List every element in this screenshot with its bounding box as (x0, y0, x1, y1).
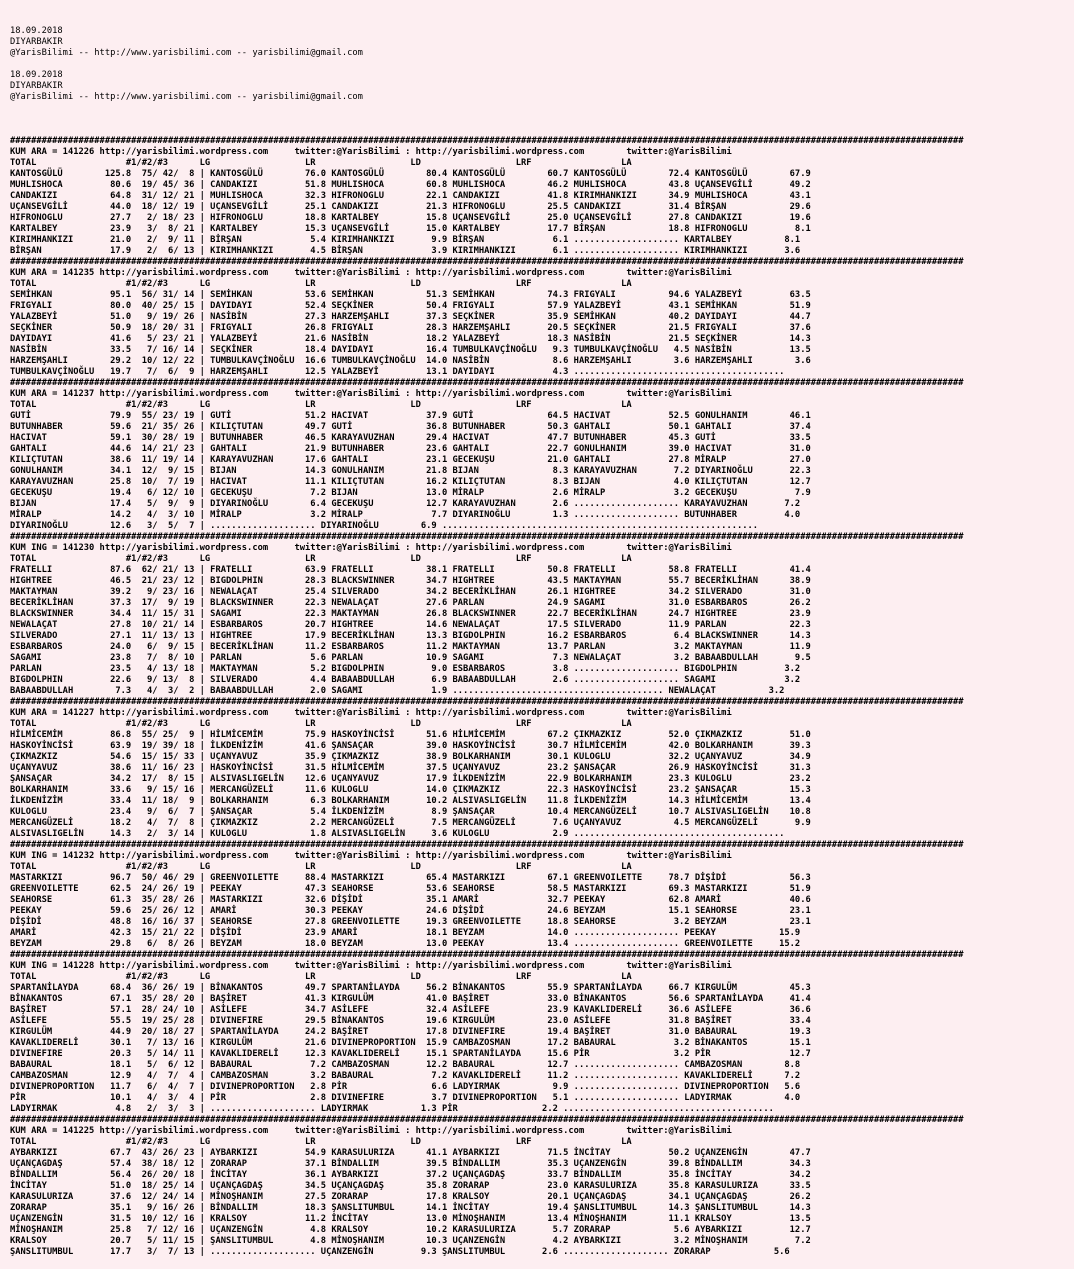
result-row: LADYIRMAK 4.8 2/ 3/ 3 | .................... LADYIRMAK 1.3 PİR 2.2 ........................................ (10, 1104, 774, 1114)
result-row: BİRŞAN 17.9 2/ 6/ 13 | KIRIMHANKIZI 4.5 BİRŞAN 3.9 KIRIMHANKIZI 6.1 .................... KIRIMHANKIZI 3.6 (10, 246, 801, 256)
result-row: CANDAKIZI 64.8 31/ 12/ 21 | MUHLISHOCA 32.3 HIFRONOGLU 22.1 CANDAKIZI 41.8 KIRIMHANKIZI 34.9 MUHLISHOCA 43.1 (10, 191, 811, 201)
race-block (10, 840, 1074, 950)
result-row: BIJAN 17.4 5/ 9/ 9 | DIYARINOĞLU 6.4 GECEKUŞU 12.7 KARAYAVUZHAN 2.6 .................... KARAYAVUZHAN 7.2 (10, 499, 801, 509)
result-row: DIVINEPROPORTION 11.7 6/ 4/ 7 | DIVINEPROPORTION 2.8 PİR 6.6 LADYIRMAK 9.9 .................... DIVINEPROPORTION 5.6 (10, 1082, 801, 1092)
result-row: ASİLEFE 55.5 19/ 25/ 28 | DIVINEFIRE 29.5 BİNAKANTOS 19.6 KIRGULÜM 23.0 ASİLEFE 31.8 BAŞİRET 33.4 (10, 1016, 811, 1026)
result-row: MUHLISHOCA 80.6 19/ 45/ 36 | CANDAKIZI 51.8 MUHLISHOCA 60.8 MUHLISHOCA 46.2 MUHLISHOCA 43.8 UÇANSEVGİLİ 49.2 (10, 180, 811, 190)
result-row: BIGDOLPHIN 22.6 9/ 13/ 8 | SILVERADO 4.4 BABAABDULLAH 6.9 BABAABDULLAH 2.6 .................... SAGAMI 3.2 (10, 675, 801, 685)
result-row: DAYIDAYI 41.6 5/ 23/ 21 | YALAZBEYİ 21.6 NASİBİN 18.2 YALAZBEYİ 18.3 NASİBİN 21.5 SEÇKİNER 14.3 (10, 334, 811, 344)
result-row: PİR 10.1 4/ 3/ 4 | PİR 2.8 DIVINEFIRE 3.7 DIVINEPROPORTION 5.1 .................... LADYIRMAK 4.0 (10, 1093, 801, 1103)
result-row: KANTOSGÜLÜ 125.8 75/ 42/ 8 | KANTOSGÜLÜ 76.0 KANTOSGÜLÜ 80.4 KANTOSGÜLÜ 60.7 KANTOSGÜLÜ 72.4 KANTOSGÜLÜ 67.9 (10, 169, 811, 179)
separator-line: ##################################################################################################################################################################################### (10, 378, 964, 388)
header-line: DIYARBAKIR (10, 37, 63, 47)
column-header-line: TOTAL #1/#2/#3 LG LR LD LRF LA (10, 554, 632, 564)
result-row: CAMBAZOSMAN 12.9 4/ 7/ 4 | CAMBAZOSMAN 3.2 BABAURAL 7.2 KAVAKLIDERELİ 11.2 .................... KAVAKLIDERELİ 7.2 (10, 1071, 801, 1081)
race-block (10, 532, 1074, 697)
result-row: AMARİ 42.3 15/ 21/ 22 | DİŞİDİ 23.9 AMARİ 18.1 BEYZAM 14.0 .................... PEEKAY 15.9 (10, 928, 801, 938)
separator-line: ##################################################################################################################################################################################### (10, 1115, 964, 1125)
result-row: SEÇKİNER 50.9 18/ 20/ 31 | FRIGYALI 26.8 FRIGYALI 28.3 HARZEMŞAHLI 20.5 SEÇKİNER 21.5 FRIGYALI 37.6 (10, 323, 811, 333)
race-title-line: KUM ARA = 141226 http://yarisbilimi.wordpress.com twitter:@YarisBilimi : http://yarisbilimi.wordpress.com twitter:@YarisBilimi (10, 147, 732, 157)
blank-line (10, 59, 1074, 70)
header-line: 18.09.2018 (10, 26, 63, 36)
column-header-line: TOTAL #1/#2/#3 LG LR LD LRF LA (10, 972, 632, 982)
result-row: ŞANSAÇAR 34.2 17/ 8/ 15 | ALSIVASLIGELİN 12.6 UÇANYAVUZ 17.9 İLKDENİZİM 22.9 BOLKARHANIM 23.3 KULOGLU 23.2 (10, 774, 811, 784)
result-row: SEMİHKAN 95.1 56/ 31/ 14 | SEMİHKAN 53.6 SEMİHKAN 51.3 SEMİHKAN 74.3 FRIGYALI 94.6 YALAZBEYİ 63.5 (10, 290, 811, 300)
result-row: BİNDALLIM 56.4 26/ 20/ 18 | İNCİTAY 36.1 AYBARKIZI 37.2 UÇANÇAGDAŞ 33.7 BİNDALLIM 35.8 İNCİTAY 34.2 (10, 1170, 811, 1180)
header-line: 18.09.2018 (10, 70, 63, 80)
race-block (10, 697, 1074, 840)
race-block (10, 1115, 1074, 1258)
result-row: SEAHORSE 61.3 35/ 28/ 26 | MASTARKIZI 32.6 DİŞİDİ 35.1 AMARİ 32.7 PEEKAY 62.8 AMARİ 40.6 (10, 895, 811, 905)
separator-line: ##################################################################################################################################################################################### (10, 257, 964, 267)
document-header (10, 26, 1074, 114)
header-line: @YarisBilimi -- http://www.yarisbilimi.com -- yarisbilimi@gmail.com (10, 48, 363, 58)
result-row: UÇANSEVGİLİ 44.0 18/ 12/ 19 | UÇANSEVGİLİ 25.1 CANDAKIZI 21.3 HIFRONOGLU 25.5 CANDAKIZI 31.4 BİRŞAN 29.6 (10, 202, 811, 212)
race-title-line: KUM ARA = 141227 http://yarisbilimi.wordpress.com twitter:@YarisBilimi : http://yarisbilimi.wordpress.com twitter:@YarisBilimi (10, 708, 732, 718)
result-row: ALSIVASLIGELİN 14.3 2/ 3/ 14 | KULOGLU 1.8 ALSIVASLIGELİN 3.6 KULOGLU 2.9 ........................................ (10, 829, 785, 839)
result-row: HIGHTREE 46.5 21/ 23/ 12 | BIGDOLPHIN 28.3 BLACKSWINNER 34.7 HIGHTREE 43.5 MAKTAYMAN 55.7 BECERİKLİHAN 38.9 (10, 576, 811, 586)
result-row: NASİBİN 33.5 7/ 16/ 14 | SEÇKİNER 18.4 DAYIDAYI 16.4 TUMBULKAVÇİNOĞLU 9.3 TUMBULKAVÇİNOĞLU 4.5 NASİBİN 13.5 (10, 345, 811, 355)
result-row: UÇANZENGİN 31.5 10/ 12/ 16 | KRALSOY 11.2 İNCİTAY 13.0 MİNOŞHANIM 13.4 MİNOŞHANIM 11.1 KRALSOY 13.5 (10, 1214, 811, 1224)
result-row: HARZEMŞAHLI 29.2 10/ 12/ 22 | TUMBULKAVÇİNOĞLU 16.6 TUMBULKAVÇİNOĞLU 14.0 NASİBİN 8.6 HARZEMŞAHLI 3.6 HARZEMŞAHLI 3.6 (10, 356, 811, 366)
result-row: ZORARAP 35.1 9/ 16/ 26 | BİNDALLIM 18.3 ŞANSLITUMBUL 14.1 İNCİTAY 19.4 ŞANSLITUMBUL 14.3 ŞANSLITUMBUL 14.3 (10, 1203, 811, 1213)
result-row: KULOGLU 23.4 9/ 6/ 7 | ŞANSAÇAR 5.4 İLKDENİZİM 8.9 ŞANSAÇAR 10.4 MERCANGÜZELİ 10.7 ALSIVASLIGELİN 10.8 (10, 807, 811, 817)
result-row: KARTALBEY 23.9 3/ 8/ 21 | KARTALBEY 15.3 UÇANSEVGİLİ 15.0 KARTALBEY 17.7 BİRŞAN 18.8 HIFRONOGLU 8.1 (10, 224, 811, 234)
race-title-line: KUM ING = 141230 http://yarisbilimi.wordpress.com twitter:@YarisBilimi : http://yarisbilimi.wordpress.com twitter:@YarisBilimi (10, 543, 732, 553)
result-row: DIVINEFIRE 20.3 5/ 14/ 11 | KAVAKLIDERELİ 12.3 KAVAKLIDERELİ 15.1 SPARTANİLAYDA 15.6 PİR 3.2 PİR 12.7 (10, 1049, 811, 1059)
result-row: İNCİTAY 51.0 18/ 25/ 14 | UÇANÇAGDAŞ 34.5 UÇANÇAGDAŞ 35.8 ZORARAP 23.0 KARASULURIZA 35.8 KARASULURIZA 33.5 (10, 1181, 811, 1191)
race-block (10, 378, 1074, 532)
result-row: FRIGYALI 80.0 40/ 25/ 15 | DAYIDAYI 52.4 SEÇKİNER 50.4 FRIGYALI 57.9 YALAZBEYİ 43.1 SEMİHKAN 51.9 (10, 301, 811, 311)
result-row: HACIVAT 59.1 30/ 28/ 19 | BUTUNHABER 46.5 KARAYAVUZHAN 29.4 HACIVAT 47.7 BUTUNHABER 45.3 GUTİ 33.5 (10, 433, 811, 443)
result-row: BLACKSWINNER 34.4 11/ 15/ 31 | SAGAMI 22.3 MAKTAYMAN 26.8 BLACKSWINNER 22.7 BECERİKLİHAN 24.7 HIGHTREE 23.9 (10, 609, 811, 619)
result-row: YALAZBEYİ 51.0 9/ 19/ 26 | NASİBİN 27.3 HARZEMŞAHLI 37.3 SEÇKİNER 35.9 SEMİHKAN 40.2 DAYIDAYI 44.7 (10, 312, 811, 322)
race-title-line: KUM ING = 141228 http://yarisbilimi.wordpress.com twitter:@YarisBilimi : http://yarisbilimi.wordpress.com twitter:@YarisBilimi (10, 961, 732, 971)
result-row: KRALSOY 20.7 5/ 11/ 15 | ŞANSLITUMBUL 4.8 MİNOŞHANIM 10.3 UÇANZENGİN 4.2 AYBARKIZI 3.2 MİNOŞHANIM 7.2 (10, 1236, 811, 1246)
result-row: BECERİKLİHAN 37.3 17/ 9/ 19 | BLACKSWINNER 22.3 NEWALAÇAT 27.6 PARLAN 24.9 SAGAMI 31.0 ESBARBAROS 26.2 (10, 598, 811, 608)
column-header-line: TOTAL #1/#2/#3 LG LR LD LRF LA (10, 279, 632, 289)
separator-line: ##################################################################################################################################################################################### (10, 532, 964, 542)
result-row: PARLAN 23.5 4/ 13/ 18 | MAKTAYMAN 5.2 BIGDOLPHIN 9.0 ESBARBAROS 3.8 .................... BIGDOLPHIN 3.2 (10, 664, 801, 674)
column-header-line: TOTAL #1/#2/#3 LG LR LD LRF LA (10, 862, 632, 872)
result-row: AYBARKIZI 67.7 43/ 26/ 23 | AYBARKIZI 54.9 KARASULURIZA 41.1 AYBARKIZI 71.5 İNCİTAY 50.2 UÇANZENGİN 47.7 (10, 1148, 811, 1158)
result-row: HİLMİCEMİM 86.8 55/ 25/ 9 | HİLMİCEMİM 75.9 HASKOYİNCİSİ 51.6 HİLMİCEMİM 67.2 ÇIKMAZKIZ 52.0 ÇIKMAZKIZ 51.0 (10, 730, 811, 740)
separator-line: ##################################################################################################################################################################################### (10, 136, 964, 146)
result-row: UÇANÇAGDAŞ 57.4 38/ 18/ 12 | ZORARAP 37.1 BİNDALLIM 39.5 BİNDALLIM 35.3 UÇANZENGİN 39.8 BİNDALLIM 34.3 (10, 1159, 811, 1169)
result-row: KILIÇTUTAN 38.6 11/ 19/ 14 | KARAYAVUZHAN 17.6 GAHTALI 23.1 GECEKUŞU 21.0 GAHTALI 27.8 MİRALP 27.0 (10, 455, 811, 465)
race-title-line: KUM ING = 141232 http://yarisbilimi.wordpress.com twitter:@YarisBilimi : http://yarisbilimi.wordpress.com twitter:@YarisBilimi (10, 851, 732, 861)
result-row: BOLKARHANIM 33.6 9/ 15/ 16 | MERCANGÜZELİ 11.6 KULOGLU 14.0 ÇIKMAZKIZ 22.3 HASKOYİNCİSİ 23.2 ŞANSAÇAR 15.3 (10, 785, 811, 795)
result-row: KIRGULÜM 44.9 20/ 18/ 27 | SPARTANİLAYDA 24.2 BAŞİRET 17.8 DIVINEFIRE 19.4 BAŞİRET 31.0 BABAURAL 19.3 (10, 1027, 811, 1037)
result-row: BUTUNHABER 59.6 21/ 35/ 26 | KILIÇTUTAN 49.7 GUTİ 36.8 BUTUNHABER 50.3 GAHTALI 50.1 GAHTALI 37.4 (10, 422, 811, 432)
result-row: GUTİ 79.9 55/ 23/ 19 | GUTİ 51.2 HACIVAT 37.9 GUTİ 64.5 HACIVAT 52.5 GONULHANIM 46.1 (10, 411, 811, 421)
result-row: KAVAKLIDERELİ 30.1 7/ 13/ 16 | KIRGULÜM 21.6 DIVINEPROPORTION 15.9 CAMBAZOSMAN 17.2 BABAURAL 3.2 BİNAKANTOS 15.1 (10, 1038, 811, 1048)
result-row: SAGAMI 23.8 7/ 8/ 10 | PARLAN 5.6 PARLAN 10.9 SAGAMI 7.3 NEWALAÇAT 3.2 BABAABDULLAH 9.5 (10, 653, 811, 663)
race-title-line: KUM ARA = 141237 http://yarisbilimi.wordpress.com twitter:@YarisBilimi : http://yarisbilimi.wordpress.com twitter:@YarisBilimi (10, 389, 732, 399)
result-row: BAŞİRET 57.1 28/ 24/ 10 | ASİLEFE 34.7 ASİLEFE 32.4 ASİLEFE 23.9 KAVAKLIDERELİ 36.6 ASİLEFE 36.6 (10, 1005, 811, 1015)
race-block (10, 950, 1074, 1115)
result-row: ESBARBAROS 24.0 6/ 9/ 15 | BECERİKLİHAN 11.2 ESBARBAROS 11.2 MAKTAYMAN 13.7 PARLAN 3.2 MAKTAYMAN 11.9 (10, 642, 811, 652)
result-row: BEYZAM 29.8 6/ 8/ 26 | BEYZAM 18.0 BEYZAM 13.0 PEEKAY 13.4 .................... GREENVOILETTE 15.2 (10, 939, 801, 949)
column-header-line: TOTAL #1/#2/#3 LG LR LD LRF LA (10, 1137, 632, 1147)
blank-line (10, 103, 1074, 114)
result-row: KIRIMHANKIZI 21.0 2/ 9/ 11 | BİRŞAN 5.4 KIRIMHANKIZI 9.9 BİRŞAN 6.1 .................... KARTALBEY 8.1 (10, 235, 801, 245)
result-row: GONULHANIM 34.1 12/ 9/ 15 | BIJAN 14.3 GONULHANIM 21.8 BIJAN 8.3 KARAYAVUZHAN 7.2 DIYARINOĞLU 22.3 (10, 466, 811, 476)
race-block (10, 257, 1074, 378)
separator-line: ##################################################################################################################################################################################### (10, 840, 964, 850)
race-blocks (10, 136, 1074, 1258)
result-row: UÇANYAVUZ 38.6 11/ 16/ 23 | HASKOYİNCİSİ 31.5 HİLMİCEMİM 37.5 UÇANYAVUZ 23.2 ŞANSAÇAR 26.9 HASKOYİNCİSİ 31.3 (10, 763, 811, 773)
race-title-line: KUM ARA = 141225 http://yarisbilimi.wordpress.com twitter:@YarisBilimi : http://yarisbilimi.wordpress.com twitter:@YarisBilimi (10, 1126, 732, 1136)
race-title-line: KUM ARA = 141235 http://yarisbilimi.wordpress.com twitter:@YarisBilimi : http://yarisbilimi.wordpress.com twitter:@YarisBilimi (10, 268, 732, 278)
result-row: MERCANGÜZELİ 18.2 4/ 7/ 8 | ÇIKMAZKIZ 2.2 MERCANGÜZELİ 7.5 MERCANGÜZELİ 7.6 UÇANYAVUZ 4.5 MERCANGÜZELİ 9.9 (10, 818, 811, 828)
result-row: GAHTALI 44.6 14/ 21/ 23 | GAHTALI 21.9 BUTUNHABER 23.6 GAHTALI 22.7 GONULHANIM 39.0 HACIVAT 31.0 (10, 444, 811, 454)
result-row: FRATELLI 87.6 62/ 21/ 13 | FRATELLI 63.9 FRATELLI 38.1 FRATELLI 50.8 FRATELLI 58.8 FRATELLI 41.4 (10, 565, 811, 575)
column-header-line: TOTAL #1/#2/#3 LG LR LD LRF LA (10, 719, 632, 729)
result-row: PEEKAY 59.6 25/ 26/ 12 | AMARİ 30.3 PEEKAY 24.6 DİŞİDİ 24.6 BEYZAM 15.1 SEAHORSE 23.1 (10, 906, 811, 916)
result-row: İLKDENİZİM 33.4 11/ 18/ 9 | BOLKARHANIM 6.3 BOLKARHANIM 10.2 ALSIVASLIGELİN 11.8 İLKDENİZİM 14.3 HİLMİCEMİM 13.4 (10, 796, 811, 806)
race-block (10, 136, 1074, 257)
result-row: GECEKUŞU 19.4 6/ 12/ 10 | GECEKUŞU 7.2 BIJAN 13.0 MİRALP 2.6 MİRALP 3.2 GECEKUŞU 7.9 (10, 488, 811, 498)
result-row: BABAURAL 18.1 5/ 6/ 12 | BABAURAL 7.2 CAMBAZOSMAN 12.2 BABAURAL 12.7 .................... CAMBAZOSMAN 8.8 (10, 1060, 801, 1070)
result-row: ŞANSLITUMBUL 17.7 3/ 7/ 13 | .................... UÇANZENGİN 9.3 ŞANSLITUMBUL 2.6 .................... ZORARAP 5.6 (10, 1247, 790, 1257)
result-row: MİNOŞHANIM 25.8 7/ 12/ 16 | UÇANZENGİN 4.8 KRALSOY 10.2 KARASULURIZA 5.7 ZORARAP 5.6 AYBARKIZI 12.7 (10, 1225, 811, 1235)
result-row: ÇIKMAZKIZ 54.6 15/ 15/ 33 | UÇANYAVUZ 35.9 ÇIKMAZKIZ 38.9 BOLKARHANIM 30.1 KULOGLU 32.2 UÇANYAVUZ 34.9 (10, 752, 811, 762)
column-header-line: TOTAL #1/#2/#3 LG LR LD LRF LA (10, 158, 632, 168)
column-header-line: TOTAL #1/#2/#3 LG LR LD LRF LA (10, 400, 632, 410)
result-row: MİRALP 14.2 4/ 3/ 10 | MİRALP 3.2 MİRALP 7.7 DIYARINOĞLU 1.3 .................... BUTUNHABER 4.0 (10, 510, 801, 520)
result-row: GREENVOILETTE 62.5 24/ 26/ 19 | PEEKAY 47.3 SEAHORSE 53.6 SEAHORSE 58.5 MASTARKIZI 69.3 MASTARKIZI 51.9 (10, 884, 811, 894)
result-row: BABAABDULLAH 7.3 4/ 3/ 2 | BABAABDULLAH 2.0 SAGAMI 1.9 ........................................ NEWALAÇAT 3.2 (10, 686, 785, 696)
header-line: DIYARBAKIR (10, 81, 63, 91)
result-row: BİNAKANTOS 67.1 35/ 28/ 20 | BAŞİRET 41.3 KIRGULÜM 41.0 BAŞİRET 33.0 BİNAKANTOS 56.6 SPARTANİLAYDA 41.4 (10, 994, 811, 1004)
result-row: SPARTANİLAYDA 68.4 36/ 26/ 19 | BİNAKANTOS 49.7 SPARTANİLAYDA 56.2 BİNAKANTOS 55.9 SPARTANİLAYDA 66.7 KIRGULÜM 45.3 (10, 983, 811, 993)
header-line: @YarisBilimi -- http://www.yarisbilimi.com -- yarisbilimi@gmail.com (10, 92, 363, 102)
result-row: DIYARINOĞLU 12.6 3/ 5/ 7 | .................... DIYARINOĞLU 6.9 ............................................................ (10, 521, 759, 531)
result-row: KARAYAVUZHAN 25.8 10/ 7/ 19 | HACIVAT 11.1 KILIÇTUTAN 16.2 KILIÇTUTAN 8.3 BIJAN 4.0 KILIÇTUTAN 12.7 (10, 477, 811, 487)
result-row: HIFRONOGLU 27.7 2/ 18/ 23 | HIFRONOGLU 18.8 KARTALBEY 15.8 UÇANSEVGİLİ 25.0 UÇANSEVGİLİ 27.8 CANDAKIZI 19.6 (10, 213, 811, 223)
result-row: SILVERADO 27.1 11/ 13/ 13 | HIGHTREE 17.9 BECERİKLİHAN 13.3 BIGDOLPHIN 16.2 ESBARBAROS 6.4 BLACKSWINNER 14.3 (10, 631, 811, 641)
separator-line: ##################################################################################################################################################################################### (10, 697, 964, 707)
result-row: TUMBULKAVÇİNOĞLU 19.7 7/ 6/ 9 | HARZEMŞAHLI 12.5 YALAZBEYİ 13.1 DAYIDAYI 4.3 ........................................ (10, 367, 785, 377)
result-row: MASTARKIZI 96.7 50/ 46/ 29 | GREENVOILETTE 88.4 MASTARKIZI 65.4 MASTARKIZI 67.1 GREENVOILETTE 78.7 DİŞİDİ 56.3 (10, 873, 811, 883)
result-row: NEWALAÇAT 27.8 10/ 21/ 14 | ESBARBAROS 20.7 HIGHTREE 14.6 NEWALAÇAT 17.5 SILVERADO 11.9 PARLAN 22.3 (10, 620, 811, 630)
result-row: DİŞİDİ 48.8 16/ 16/ 37 | SEAHORSE 27.8 GREENVOILETTE 19.3 GREENVOILETTE 18.8 SEAHORSE 3.2 BEYZAM 23.1 (10, 917, 811, 927)
result-row: KARASULURIZA 37.6 12/ 24/ 14 | MİNOŞHANIM 27.5 ZORARAP 17.8 KRALSOY 20.1 UÇANÇAGDAŞ 34.1 UÇANÇAGDAŞ 26.2 (10, 1192, 811, 1202)
result-row: MAKTAYMAN 39.2 9/ 23/ 16 | NEWALAÇAT 25.4 SILVERADO 34.2 BECERİKLİHAN 26.1 HIGHTREE 34.2 SILVERADO 31.0 (10, 587, 811, 597)
separator-line: ##################################################################################################################################################################################### (10, 950, 964, 960)
result-row: HASKOYİNCİSİ 63.9 19/ 39/ 18 | İLKDENİZİM 41.6 ŞANSAÇAR 39.0 HASKOYİNCİSİ 30.7 HİLMİCEMİM 42.0 BOLKARHANIM 39.3 (10, 741, 811, 751)
